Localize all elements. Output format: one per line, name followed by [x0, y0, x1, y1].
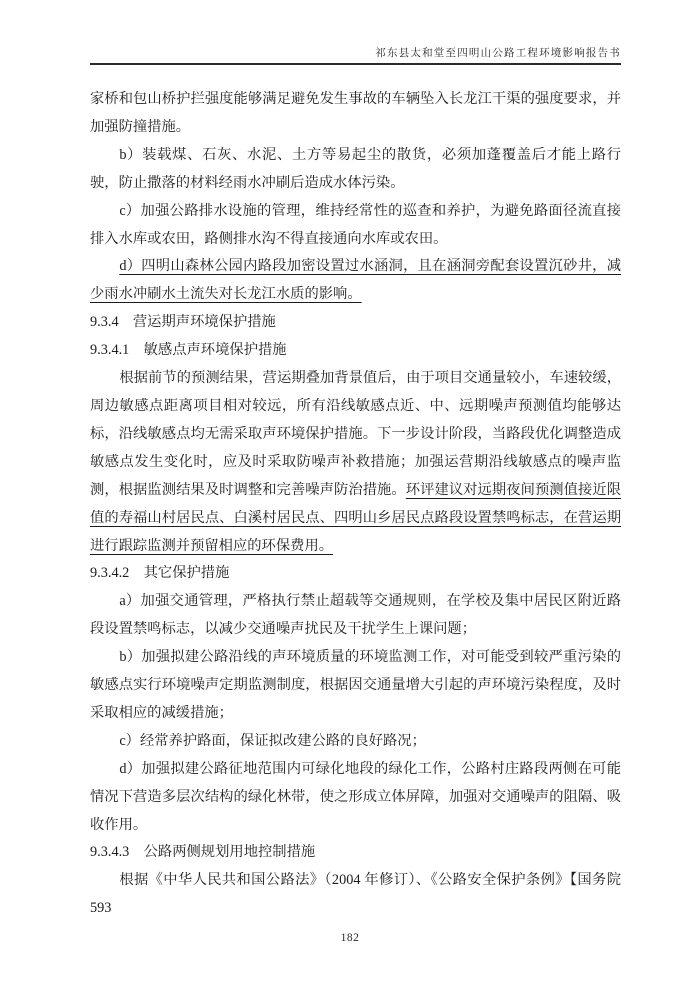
- list-item-d-greening: d）加强拟建公路征地范围内可绿化地段的绿化工作，公路村庄路段两侧在可能情况下营造多层次结构的绿化林带，使之形成立体屏障，加强对交通噪声的阻隔、吸收作用。: [90, 760, 621, 833]
- paragraph-noise-prediction-underlined: 环评建议对远期夜间预测值接近限值的寿福山村居民点、白溪村居民点、四明山乡居民点路段设置禁鸣标志，在营运期进行跟踪监测并预留相应的环保费用。: [90, 481, 622, 554]
- section-heading-9-3-4-3: 9.3.4.3 公路两侧规划用地控制措施: [90, 844, 316, 861]
- section-heading-9-3-4: 9.3.4 营运期声环境保护措施: [90, 314, 276, 331]
- paragraph-law-reference: 根据《中华人民共和国公路法》（2004 年修订）、《公路安全保护条例》【国务院 593: [90, 872, 621, 917]
- header-title: 祁东县太和堂至四明山公路工程环境影响报告书: [375, 48, 621, 59]
- page-number: 182: [340, 932, 360, 944]
- section-heading-9-3-4-2: 9.3.4.2 其它保护措施: [90, 565, 230, 582]
- section-heading-9-3-4-1: 9.3.4.1 敏感点声环境保护措施: [90, 342, 287, 359]
- list-item-b-dust-cover: b）装载煤、石灰、水泥、土方等易起尘的散货，必须加蓬覆盖后才能上路行驶，防止撒落的材料经雨水冲刷后造成水体污染。: [90, 146, 621, 191]
- list-item-d-culvert-underlined: d）四明山森林公园内路段加密设置过水涵洞，且在涵洞旁配套设置沉砂井，减少雨水冲刷水土流失对长龙江水质的影响。: [90, 258, 621, 303]
- paragraph-bridge-guardrail: 家桥和包山桥护拦强度能够满足避免发生事故的车辆坠入长龙江干渠的强度要求，并加强防撞措施。: [90, 91, 621, 135]
- document-body: [90, 86, 621, 923]
- list-item-c-road-maintenance: c）经常养护路面，保证拟改建公路的良好路况；: [119, 732, 426, 749]
- list-item-b-noise-monitoring: b）加强拟建公路沿线的声环境质量的环境监测工作，对可能受到较严重污染的敏感点实行环境噪声定期监测制度，根据因交通量增大引起的声环境污染程度，及时采取相应的减缓措施；: [90, 649, 621, 721]
- list-item-c-drainage: c）加强公路排水设施的管理，维持经常性的巡查和养护，为避免路面径流直接排入水库或农田，路侧排水沟不得直接通向水库或农田。: [90, 202, 621, 247]
- paragraph-noise-prediction: [90, 365, 621, 560]
- list-item-a-traffic-management: a）加强交通管理，严格执行禁止超载等交通规则，在学校及集中居民区附近路段设置禁鸣标志，以减少交通噪声扰民及干扰学生上课问题；: [90, 593, 621, 638]
- paragraph-noise-prediction-text: 根据前节的预测结果，营运期叠加背景值后，由于项目交通量较小，车速较缓，周边敏感点距离项目相对较远，所有沿线敏感点近、中、远期噪声预测值均能够达标，沿线敏感点均无需采取声环境保护措施。下一步设计阶段，当路段优化调整造成敏感点发生变化时，应及时采取防噪声补救措施；加强运营期沿线敏感点的噪声监测，根据监测结果及时调整和完善噪声防治措施。: [90, 370, 621, 498]
- page-footer: [0, 932, 700, 944]
- page-header: [90, 0, 621, 65]
